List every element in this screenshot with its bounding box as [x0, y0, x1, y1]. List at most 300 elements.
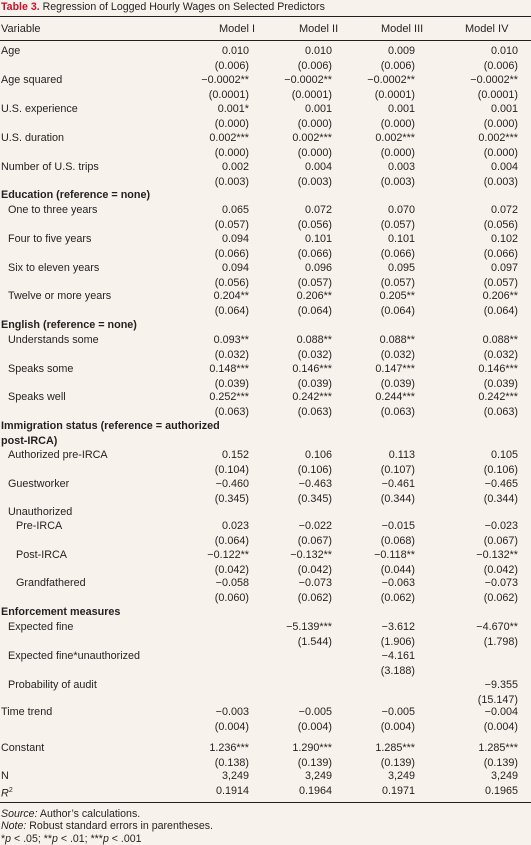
standard-error: (0.057): [380, 218, 415, 231]
coefficient: −0.118**: [374, 549, 415, 561]
coefficient: 0.146***: [478, 363, 518, 375]
header-rule: [0, 40, 531, 41]
standard-error: (0.060): [214, 591, 249, 604]
coef-cell-model-2: [252, 73, 332, 102]
coef-cell-model-4: [438, 448, 518, 477]
standard-error: (0.039): [483, 377, 518, 390]
coefficient: 0.088**: [379, 334, 415, 346]
coef-cell-model-4: [438, 741, 518, 770]
coef-cell-model-1: [169, 548, 249, 577]
coef-cell-model-4: [438, 261, 518, 290]
coefficient: 3,249: [387, 770, 415, 782]
row-label: Unauthorized: [8, 506, 73, 518]
coefficient: 0.023: [221, 520, 249, 532]
coef-cell-model-3: [335, 261, 415, 290]
coefficient: 0.097: [490, 262, 518, 274]
standard-error: (0.106): [483, 463, 518, 476]
coefficient: −0.058: [215, 577, 249, 589]
standard-error: (0.039): [380, 377, 415, 390]
standard-error: (0.000): [380, 146, 415, 159]
coef-cell-model-3: [335, 548, 415, 577]
coefficient: 0.1971: [381, 785, 415, 797]
coefficient: 0.105: [490, 449, 518, 461]
coefficient: 0.065: [221, 204, 249, 216]
standard-error: (0.004): [214, 720, 249, 733]
coef-cell-model-3: [335, 289, 415, 318]
row-label: Number of U.S. trips: [1, 161, 99, 173]
coefficient: 0.1965: [484, 785, 518, 797]
coef-cell-model-1: [169, 203, 249, 232]
coef-cell-model-1: [169, 390, 249, 419]
coefficient: −0.022: [298, 520, 332, 532]
coef-cell-model-3: [335, 44, 415, 73]
row-label: Immigration status (reference = authorized post-IRCA): [1, 420, 220, 447]
standard-error: (0.056): [483, 218, 518, 231]
standard-error: (0.066): [297, 247, 332, 260]
coef-cell-model-2: [252, 44, 332, 73]
coefficient: 0.001*: [217, 103, 249, 115]
standard-error: (0.107): [380, 463, 415, 476]
coefficient: −5.139***: [286, 621, 332, 633]
coef-cell-model-1: [169, 333, 249, 362]
coefficient: −0.0002**: [470, 74, 518, 86]
coef-cell-model-1: [169, 102, 249, 131]
row-label: Age: [1, 45, 21, 57]
standard-error: (0.032): [214, 348, 249, 361]
table-number: Table 3.: [1, 1, 40, 13]
standard-error: (0.032): [483, 348, 518, 361]
coef-cell-model-3: [335, 705, 415, 734]
standard-error: (0.003): [297, 175, 332, 188]
coef-cell-model-2: [252, 131, 332, 160]
standard-error: (0.004): [483, 720, 518, 733]
coefficient: 3,249: [304, 770, 332, 782]
standard-error: (0.039): [297, 377, 332, 390]
coef-cell-model-1: [169, 232, 249, 261]
coef-cell-model-4: [438, 519, 518, 548]
standard-error: (0.044): [380, 563, 415, 576]
coef-cell-model-4: [438, 678, 518, 707]
coefficient: 3,249: [490, 770, 518, 782]
coefficient: 0.001: [490, 103, 518, 115]
standard-error: (0.000): [297, 117, 332, 130]
row-label: $R^2$: [1, 787, 13, 800]
coef-cell-model-2: [252, 203, 332, 232]
robust-se-note: Note: Robust standard errors in parentheses.: [1, 820, 213, 833]
coefficient: −0.0002**: [284, 74, 332, 86]
standard-error: (0.064): [297, 304, 332, 317]
standard-error: (0.006): [297, 59, 332, 72]
coefficient: −0.005: [298, 706, 332, 718]
row-label: Pre-IRCA: [16, 520, 63, 532]
coefficient: 0.147***: [375, 363, 415, 375]
standard-error: (0.042): [297, 563, 332, 576]
coef-cell-model-3: [335, 232, 415, 261]
standard-error: (0.139): [483, 756, 518, 769]
standard-error: (0.066): [380, 247, 415, 260]
standard-error: (0.042): [483, 563, 518, 576]
row-label: Constant: [1, 742, 45, 754]
standard-error: (0.003): [483, 175, 518, 188]
coef-cell-model-2: [252, 289, 332, 318]
row-label: Education (reference = none): [1, 189, 151, 201]
standard-error: (0.104): [214, 463, 249, 476]
coefficient: −0.003: [215, 706, 249, 718]
standard-error: (0.139): [297, 756, 332, 769]
row-label: Post-IRCA: [16, 549, 67, 561]
coef-cell-model-2: [252, 576, 332, 605]
row-label: Probability of audit: [8, 679, 97, 691]
coefficient: 0.001: [387, 103, 415, 115]
coefficient: 1.236***: [209, 742, 249, 754]
coefficient: −3.612: [381, 621, 415, 633]
coefficient: 0.002***: [292, 132, 332, 144]
coef-cell-model-3: [335, 160, 415, 189]
coefficient: 0.088**: [482, 334, 518, 346]
header-model-4: Model IV: [465, 23, 509, 35]
row-label: Age squared: [1, 74, 63, 86]
coef-cell-model-4: [438, 289, 518, 318]
coefficient: 0.242***: [478, 391, 518, 403]
bottom-rule: [0, 802, 531, 803]
coef-cell-model-1: [169, 261, 249, 290]
coef-cell-model-3: [335, 477, 415, 506]
coefficient: 0.205**: [379, 290, 415, 302]
standard-error: (0.0001): [477, 88, 518, 101]
standard-error: (0.064): [214, 534, 249, 547]
coef-cell-model-4: [438, 705, 518, 734]
header-model-1: Model I: [219, 23, 256, 35]
coef-cell-model-2: [252, 620, 332, 649]
row-label: Expected fine: [8, 621, 74, 633]
standard-error: (0.062): [483, 591, 518, 604]
standard-error: (0.064): [483, 304, 518, 317]
row-label: Four to five years: [8, 233, 92, 245]
standard-error: (0.057): [214, 218, 249, 231]
coefficient: −0.465: [484, 478, 518, 490]
coef-cell-model-3: [335, 131, 415, 160]
coef-cell-model-4: [438, 548, 518, 577]
row-label: Twelve or more years: [8, 290, 112, 302]
header-model-2: Model II: [299, 23, 339, 35]
coef-cell-model-3: [335, 769, 415, 784]
coefficient: −0.004: [484, 706, 518, 718]
header-model-3: Model III: [381, 23, 424, 35]
coef-cell-model-2: [252, 232, 332, 261]
row-label: U.S. duration: [1, 132, 65, 144]
standard-error: (0.004): [380, 720, 415, 733]
coefficient: −0.073: [298, 577, 332, 589]
coef-cell-model-3: [335, 649, 415, 678]
coef-cell-model-3: [335, 333, 415, 362]
coef-cell-model-1: [169, 519, 249, 548]
coef-cell-model-2: [252, 519, 332, 548]
coef-cell-model-4: [438, 160, 518, 189]
standard-error: (0.006): [483, 59, 518, 72]
standard-error: (0.068): [380, 534, 415, 547]
coef-cell-model-3: [335, 519, 415, 548]
row-label: Time trend: [1, 706, 53, 718]
row-label: Speaks well: [8, 391, 66, 403]
standard-error: (0.063): [214, 405, 249, 418]
coef-cell-model-1: [169, 477, 249, 506]
coefficient: 0.070: [387, 204, 415, 216]
source-note: Source: Author’s calculations.: [1, 808, 141, 820]
standard-error: (0.062): [297, 591, 332, 604]
coefficient: −4.161: [381, 650, 415, 662]
row-label: Grandfathered: [16, 577, 86, 589]
standard-error: (0.032): [297, 348, 332, 361]
coef-cell-model-1: [169, 73, 249, 102]
standard-error: (0.139): [380, 756, 415, 769]
coef-cell-model-1: [169, 131, 249, 160]
coef-cell-model-3: [335, 203, 415, 232]
coefficient: 0.206**: [482, 290, 518, 302]
standard-error: (3.188): [380, 664, 415, 677]
coef-cell-model-2: [252, 261, 332, 290]
standard-error: (0.003): [380, 175, 415, 188]
header-variable: Variable: [1, 23, 41, 35]
coefficient: −0.0002**: [201, 74, 249, 86]
coef-cell-model-1: [169, 160, 249, 189]
standard-error: (0.345): [214, 492, 249, 505]
coefficient: −9.355: [484, 679, 518, 691]
coef-cell-model-2: [252, 705, 332, 734]
coefficient: 0.096: [304, 262, 332, 274]
table-caption: [1, 0, 325, 14]
coefficient: 0.010: [490, 45, 518, 57]
standard-error: (0.067): [297, 534, 332, 547]
coef-cell-model-3: [335, 448, 415, 477]
standard-error: (0.000): [380, 117, 415, 130]
table-title: Regression of Logged Hourly Wages on Selected Predictors: [42, 1, 325, 13]
table-notes: [1, 808, 213, 845]
coefficient: −0.132**: [290, 549, 332, 561]
coef-cell-model-4: [438, 390, 518, 419]
row-label: Enforcement measures: [1, 606, 121, 618]
coef-cell-model-4: [438, 333, 518, 362]
row-label: Speaks some: [8, 363, 74, 375]
coef-cell-model-2: [252, 160, 332, 189]
standard-error: (0.345): [297, 492, 332, 505]
row-label: N: [1, 770, 9, 782]
coefficient: 0.072: [304, 204, 332, 216]
coefficient: 0.1914: [215, 785, 249, 797]
coef-cell-model-4: [438, 362, 518, 391]
coefficient: 0.244***: [375, 391, 415, 403]
coef-cell-model-2: [252, 333, 332, 362]
coefficient: −0.015: [381, 520, 415, 532]
coefficient: 0.242***: [292, 391, 332, 403]
standard-error: (0.003): [214, 175, 249, 188]
coefficient: 0.009: [387, 45, 415, 57]
standard-error: (0.057): [380, 276, 415, 289]
coef-cell-model-3: [335, 102, 415, 131]
coef-cell-model-2: [252, 102, 332, 131]
standard-error: (0.056): [214, 276, 249, 289]
coef-cell-model-3: [335, 784, 415, 799]
row-label: Six to eleven years: [8, 262, 100, 274]
standard-error: (0.000): [214, 117, 249, 130]
coef-cell-model-4: [438, 131, 518, 160]
coefficient: 0.088**: [296, 334, 332, 346]
coefficient: 0.010: [221, 45, 249, 57]
significance-note: *p < .05; **p < .01; ***p < .001: [1, 832, 142, 845]
coefficient: 1.285***: [478, 742, 518, 754]
coef-cell-model-3: [335, 576, 415, 605]
coef-cell-model-2: [252, 769, 332, 784]
coefficient: 0.101: [387, 233, 415, 245]
coefficient: 0.252***: [209, 391, 249, 403]
coefficient: 0.002***: [478, 132, 518, 144]
coef-cell-model-1: [169, 784, 249, 799]
coefficient: 0.102: [490, 233, 518, 245]
standard-error: (0.064): [380, 304, 415, 317]
coef-cell-model-4: [438, 102, 518, 131]
coef-cell-model-2: [252, 741, 332, 770]
row-label: Understands some: [8, 334, 99, 346]
standard-error: (0.344): [380, 492, 415, 505]
coefficient: −0.132**: [476, 549, 518, 561]
standard-error: (0.0001): [291, 88, 332, 101]
standard-error: (0.062): [380, 591, 415, 604]
standard-error: (0.0001): [374, 88, 415, 101]
standard-error: (0.067): [483, 534, 518, 547]
coefficient: 0.106: [304, 449, 332, 461]
standard-error: (0.006): [380, 59, 415, 72]
coefficient: 0.204**: [213, 290, 249, 302]
standard-error: (0.000): [297, 146, 332, 159]
standard-error: (0.063): [297, 405, 332, 418]
standard-error: (0.032): [380, 348, 415, 361]
coefficient: 0.002***: [375, 132, 415, 144]
coefficient: 0.094: [221, 262, 249, 274]
standard-error: (0.000): [483, 146, 518, 159]
coef-cell-model-2: [252, 390, 332, 419]
standard-error: (0.042): [214, 563, 249, 576]
row-label: Authorized pre-IRCA: [8, 449, 108, 461]
standard-error: (0.063): [380, 405, 415, 418]
row-label: Guestworker: [8, 478, 70, 490]
coef-cell-model-1: [169, 705, 249, 734]
coef-cell-model-2: [252, 784, 332, 799]
standard-error: (0.066): [214, 247, 249, 260]
coef-cell-model-2: [252, 448, 332, 477]
standard-error: (0.063): [483, 405, 518, 418]
standard-error: (0.039): [214, 377, 249, 390]
coefficient: 0.003: [387, 161, 415, 173]
coef-cell-model-3: [335, 362, 415, 391]
coefficient: 0.146***: [292, 363, 332, 375]
standard-error: (1.906): [380, 635, 415, 648]
coef-cell-model-1: [169, 448, 249, 477]
coef-cell-model-4: [438, 576, 518, 605]
standard-error: (1.544): [297, 635, 332, 648]
coefficient: 3,249: [221, 770, 249, 782]
coef-cell-model-2: [252, 548, 332, 577]
standard-error: (0.000): [483, 117, 518, 130]
coef-cell-model-4: [438, 477, 518, 506]
standard-error: (0.057): [483, 276, 518, 289]
coefficient: 0.004: [304, 161, 332, 173]
coefficient: 0.004: [490, 161, 518, 173]
coefficient: −0.463: [298, 478, 332, 490]
standard-error: (0.344): [483, 492, 518, 505]
coefficient: −0.0002**: [367, 74, 415, 86]
coef-cell-model-4: [438, 44, 518, 73]
coef-cell-model-4: [438, 203, 518, 232]
coefficient: −0.023: [484, 520, 518, 532]
coefficient: 0.1964: [298, 785, 332, 797]
coefficient: −0.005: [381, 706, 415, 718]
coef-cell-model-4: [438, 784, 518, 799]
coefficient: 0.101: [304, 233, 332, 245]
coef-cell-model-4: [438, 620, 518, 649]
row-label: One to three years: [8, 204, 98, 216]
coefficient: −0.122**: [207, 549, 249, 561]
coefficient: 0.072: [490, 204, 518, 216]
standard-error: (0.000): [214, 146, 249, 159]
row-label: Expected fine*unauthorized: [8, 650, 141, 662]
coef-cell-model-1: [169, 741, 249, 770]
coefficient: −0.063: [381, 577, 415, 589]
coefficient: 0.095: [387, 262, 415, 274]
coef-cell-model-1: [169, 576, 249, 605]
coefficient: 0.010: [304, 45, 332, 57]
coefficient: 0.148***: [209, 363, 249, 375]
coef-cell-model-1: [169, 769, 249, 784]
coef-cell-model-4: [438, 73, 518, 102]
standard-error: (0.106): [297, 463, 332, 476]
coefficient: 0.113: [388, 449, 415, 461]
standard-error: (1.798): [483, 635, 518, 648]
coefficient: 1.290***: [292, 742, 332, 754]
coefficient: −0.461: [381, 478, 415, 490]
standard-error: (0.066): [483, 247, 518, 260]
row-label: U.S. experience: [1, 103, 78, 115]
row-label: English (reference = none): [1, 319, 137, 331]
standard-error: (0.006): [214, 59, 249, 72]
coefficient: 0.002***: [209, 132, 249, 144]
coefficient: −4.670**: [476, 621, 518, 633]
coef-cell-model-4: [438, 769, 518, 784]
coef-cell-model-2: [252, 362, 332, 391]
standard-error: (0.056): [297, 218, 332, 231]
coef-cell-model-3: [335, 741, 415, 770]
standard-error: (0.064): [214, 304, 249, 317]
coefficient: 0.206**: [296, 290, 332, 302]
coefficient: 0.001: [304, 103, 332, 115]
coefficient: 1.285***: [375, 742, 415, 754]
coef-cell-model-3: [335, 73, 415, 102]
standard-error: (0.004): [297, 720, 332, 733]
standard-error: (0.138): [214, 756, 249, 769]
coefficient: 0.002: [221, 161, 249, 173]
coefficient: 0.094: [221, 233, 249, 245]
coef-cell-model-2: [252, 477, 332, 506]
top-rule: [0, 16, 531, 17]
standard-error: (0.057): [297, 276, 332, 289]
coefficient: 0.093**: [213, 334, 249, 346]
coef-cell-model-3: [335, 390, 415, 419]
coefficient: −0.460: [215, 478, 249, 490]
coefficient: −0.073: [484, 577, 518, 589]
coef-cell-model-3: [335, 620, 415, 649]
coefficient: 0.152: [221, 449, 249, 461]
coef-cell-model-4: [438, 232, 518, 261]
coef-cell-model-1: [169, 289, 249, 318]
standard-error: (0.0001): [208, 88, 249, 101]
